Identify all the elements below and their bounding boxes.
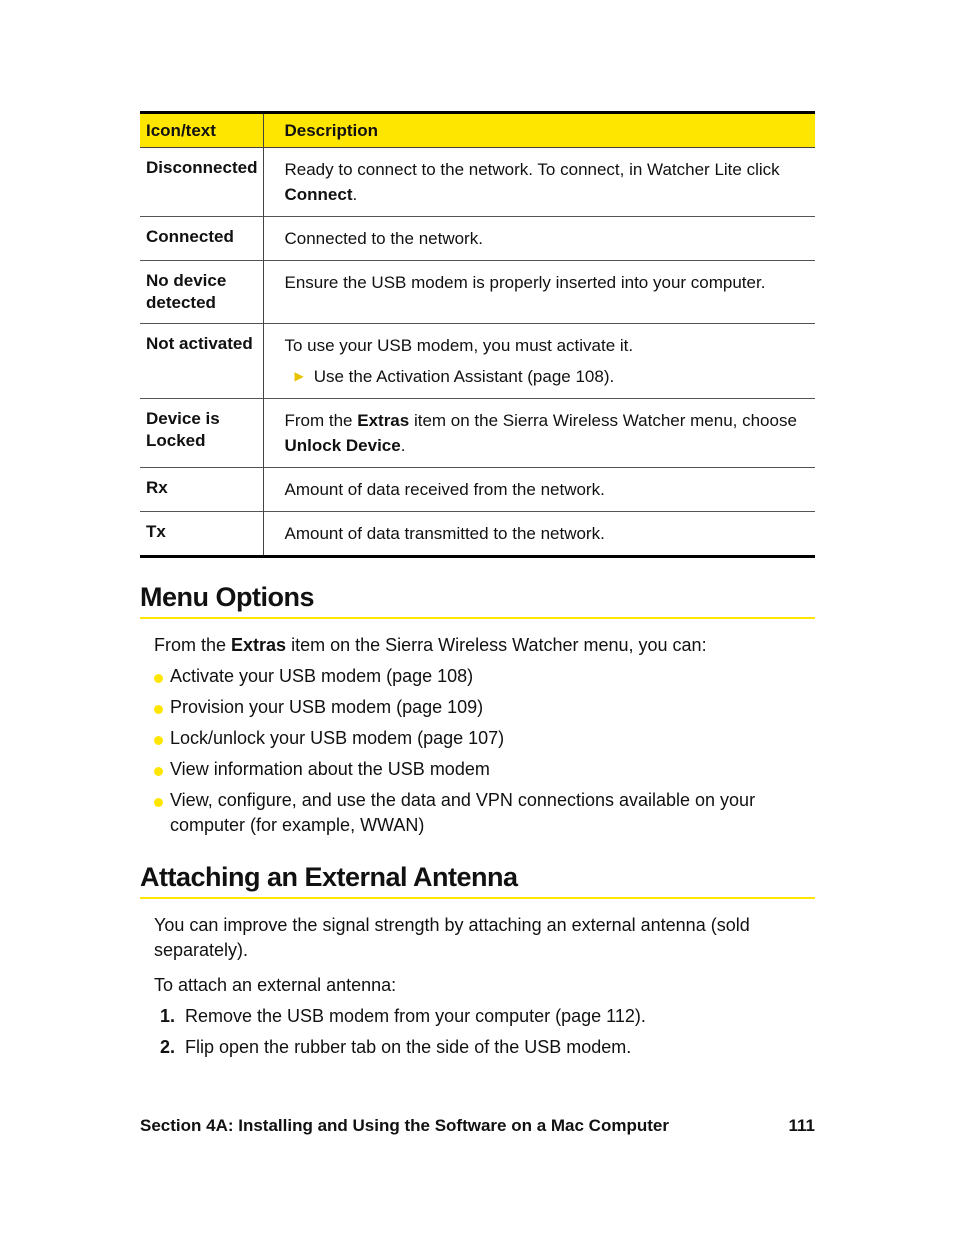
bullet-icon: [154, 798, 163, 807]
antenna-paragraph: You can improve the signal strength by attaching an external antenna (sold separately).: [154, 915, 750, 960]
row-description: Amount of data transmitted to the network.: [264, 512, 815, 557]
table-header-row: [140, 113, 815, 148]
table-row: [140, 148, 815, 217]
antenna-steps: [140, 1004, 815, 1060]
antenna-lead: To attach an external antenna:: [154, 975, 397, 995]
list-item: View, configure, and use the data and VPN connections available on your computer (for example, WWAN): [154, 788, 815, 838]
antenna-heading: Attaching an External Antenna: [140, 862, 815, 899]
table-row: [140, 468, 815, 512]
header-description: Description: [264, 113, 815, 148]
page-content: [140, 111, 815, 1066]
row-description: Connected to the network.: [264, 217, 815, 261]
table-row: [140, 217, 815, 261]
row-label: No device detected: [140, 261, 264, 324]
page-number: 111: [788, 1116, 815, 1135]
list-item: 1. Remove the USB modem from your computer (page 112).: [160, 1006, 646, 1026]
menu-options-intro: From the Extras item on the Sierra Wireless Watcher menu, you can:: [154, 635, 707, 655]
menu-options-list: [140, 664, 815, 838]
row-description: Ready to connect to the network. To connect, in Watcher Lite click Connect.: [264, 148, 815, 217]
bullet-icon: [154, 705, 163, 714]
header-icon-text: Icon/text: [140, 113, 264, 148]
row-label: Connected: [140, 217, 264, 261]
bullet-icon: [154, 767, 163, 776]
table-row: [140, 512, 815, 557]
sub-step: ▶ Use the Activation Assistant (page 108).: [284, 364, 809, 389]
list-item: View information about the USB modem: [154, 757, 815, 782]
footer-section: Section 4A: Installing and Using the Software on a Mac Computer: [140, 1116, 669, 1135]
table-row: [140, 324, 815, 399]
row-label: Not activated: [140, 324, 264, 399]
row-label: Disconnected: [140, 148, 264, 217]
list-item: 2. Flip open the rubber tab on the side of the USB modem.: [160, 1037, 632, 1057]
table-row: [140, 261, 815, 324]
row-description: Amount of data received from the network.: [264, 468, 815, 512]
row-description: Ensure the USB modem is properly inserted into your computer.: [264, 261, 815, 324]
row-label: Rx: [140, 468, 264, 512]
row-description: From the Extras item on the Sierra Wireless Watcher menu, choose Unlock Device.: [264, 399, 815, 468]
page-footer: [140, 1116, 815, 1136]
bullet-icon: [154, 674, 163, 683]
row-label: Tx: [140, 512, 264, 557]
menu-options-heading: Menu Options: [140, 582, 815, 619]
list-item: Activate your USB modem (page 108): [154, 664, 815, 689]
row-label: Device is Locked: [140, 399, 264, 468]
list-item: Lock/unlock your USB modem (page 107): [154, 726, 815, 751]
list-item: Provision your USB modem (page 109): [154, 695, 815, 720]
row-description: To use your USB modem, you must activate it. ▶ Use the Activation Assistant (page 108).: [264, 324, 815, 399]
status-table: [140, 111, 815, 558]
table-row: [140, 399, 815, 468]
arrow-right-icon: ▶: [294, 369, 304, 383]
bullet-icon: [154, 736, 163, 745]
